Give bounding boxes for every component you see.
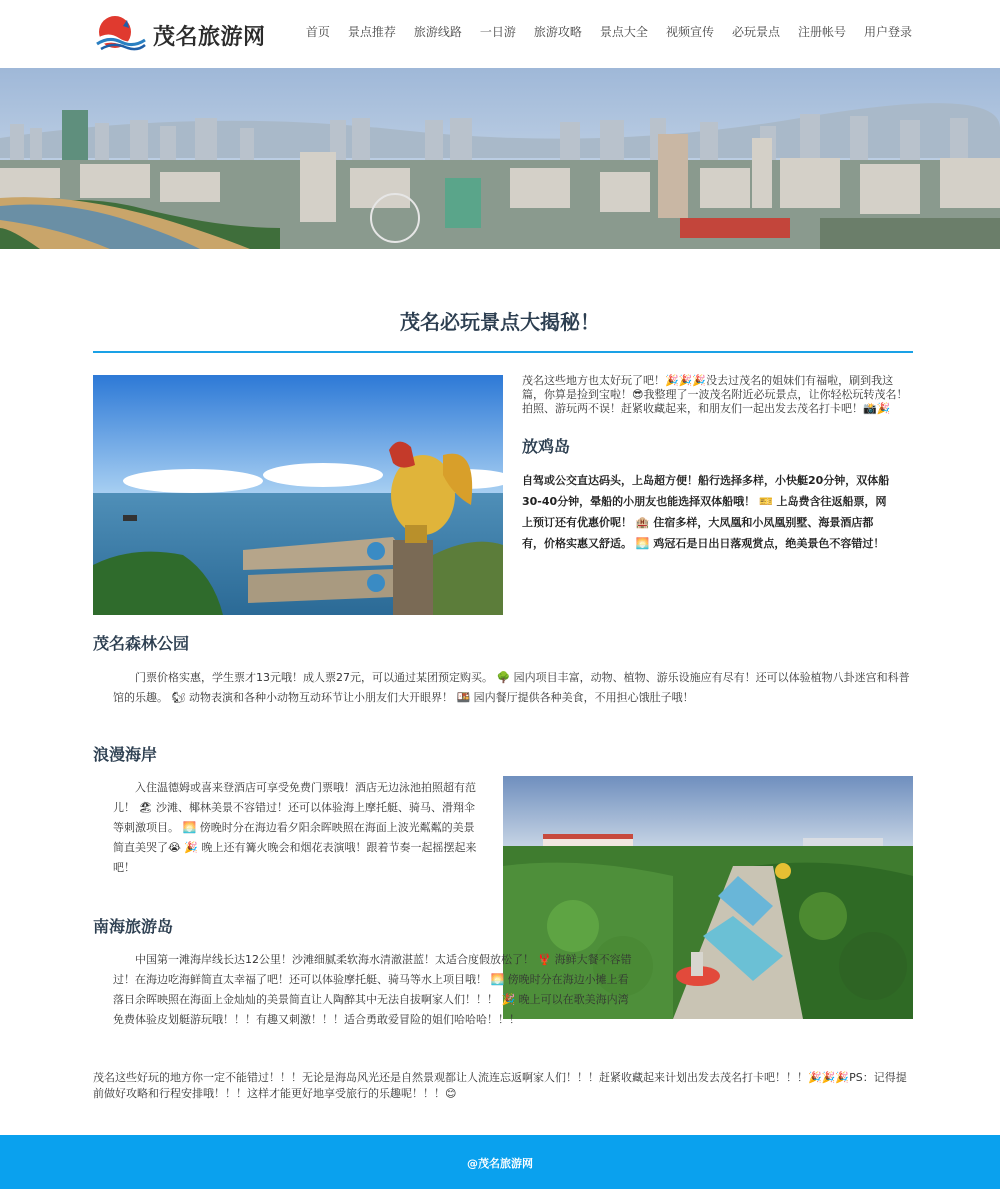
nav-home[interactable]: 首页: [305, 25, 330, 39]
section-heading-romantic-coast: 浪漫海岸: [93, 745, 158, 764]
section-body-fangji: 自驾或公交直达码头，上岛超方便！船行选择多样，小快艇20分钟，双体船30-40分钟，晕船的小朋友也能选择双体船哦！ 🎫 上岛费含往返船票，网上预订还有优惠价呢！ 🏨 住宿多样，大凤凰和小凤凰别墅、海景酒店都有，价格实惠又舒适。 🌅 鸡冠石是日出日落观赏点，绝美景色不容错过！: [522, 474, 890, 550]
nav-guides[interactable]: 旅游攻略: [533, 25, 582, 39]
footer-copyright: @茂名旅游网: [467, 1157, 533, 1170]
logo-text: 茂名旅游网: [153, 24, 266, 50]
section-body-forest-park: 门票价格实惠，学生票才13元哦！成人票27元，可以通过某团预定购买。 🌳 园内项目丰富，动物、植物、游乐设施应有尽有！还可以体验植物八卦迷宫和科普馆的乐趣。 🐿 动物表演和各种小动物互动环节让小朋友们大开眼界！ 🍱 园内餐厅提供各种美食，不用担心饿肚子哦！: [113, 671, 910, 704]
nav-attractions[interactable]: 景点大全: [599, 25, 648, 39]
title-divider: [93, 351, 913, 353]
intro-paragraph: 茂名这些地方也太好玩了吧！🎉🎉🎉没去过茂名的姐妹们有福啦，刷到我这篇，你算是捡到宝啦！😎我整理了一波茂名附近必玩景点，让你轻松玩转茂名！拍照、游玩两不误！赶紧收藏起来，和朋友们一起出发去茂名打卡吧！📸🎉: [522, 374, 908, 415]
main-nav: [288, 23, 912, 40]
logo-emblem-icon: [93, 14, 147, 56]
site-footer: [0, 1135, 1000, 1189]
nav-day-trip[interactable]: 一日游: [479, 25, 516, 39]
site-header: [0, 0, 1000, 68]
nav-must-see[interactable]: 必玩景点: [731, 25, 780, 39]
section-heading-forest-park: 茂名森林公园: [93, 634, 190, 653]
site-logo[interactable]: [93, 14, 278, 56]
nav-recommended[interactable]: 景点推荐: [347, 25, 396, 39]
outro-paragraph: 茂名这些好玩的地方你一定不能错过！！！无论是海岛风光还是自然景观都让人流连忘返啊家人们！！！赶紧收藏起来计划出发去茂名打卡吧！！！🎉🎉🎉PS：记得提前做好攻略和行程安排哦！！！这样才能更好地享受旅行的乐趣呢！！！😊: [93, 1071, 907, 1100]
section-heading-fangji: 放鸡岛: [522, 437, 571, 456]
nav-login[interactable]: 用户登录: [863, 25, 912, 39]
section-body-romantic-coast: 入住温德姆或喜来登酒店可享受免费门票哦！酒店无边泳池拍照超有范儿！ 🏖 沙滩、椰林美景不容错过！还可以体验海上摩托艇、骑马、滑翔伞等刺激项目。 🌅 傍晚时分在海边看夕阳余晖映照在海面上波光粼粼的美景简直美哭了😭 🎉 晚上还有篝火晚会和烟花表演哦！跟着节奏一起摇摆起来吧！: [113, 781, 477, 874]
section-body-nanhai-island: 中国第一滩海岸线长达12公里！沙滩细腻柔软海水清澈湛蓝！太适合度假放松了！ 🦞 海鲜大餐不容错过！在海边吃海鲜简直太幸福了吧！还可以体验摩托艇、骑马等水上项目哦！ 🌅 傍晚时分在海边小摊上看落日余晖映照在海面上金灿灿的美景简直让人陶醉其中无法自拔啊家人们！！！ 🎉 晚上可以在歌美海内湾免费体验皮划艇游玩哦！！！有趣又刺激！！！适合勇敢爱冒险的姐们哈哈哈！！！: [113, 953, 632, 1026]
fangji-island-photo: [93, 375, 503, 615]
city-banner-image: [0, 68, 1000, 249]
nav-register[interactable]: 注册帐号: [797, 25, 846, 39]
section-heading-nanhai-island: 南海旅游岛: [93, 917, 174, 936]
nav-videos[interactable]: 视频宣传: [665, 25, 714, 39]
page-title: 茂名必玩景点大揭秘！: [400, 310, 600, 334]
nav-routes[interactable]: 旅游线路: [413, 25, 462, 39]
